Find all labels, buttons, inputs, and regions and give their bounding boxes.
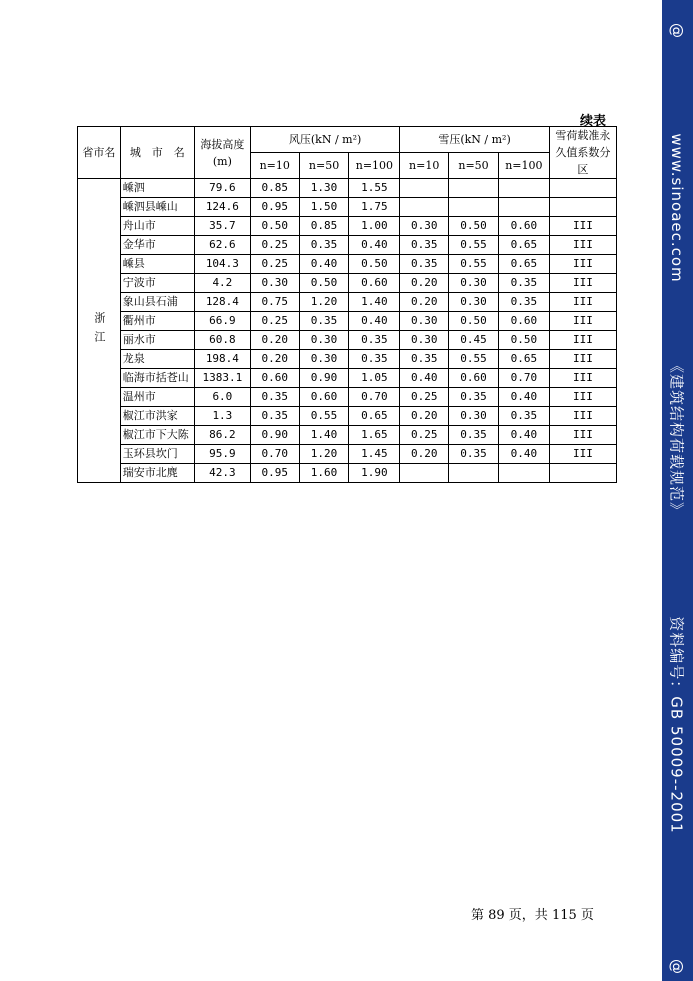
page-footer: 第 89 页，共 115 页: [471, 908, 594, 923]
value-cell-w50: 1.30: [299, 179, 349, 198]
value-cell-s100: [498, 179, 549, 198]
header-snow-n10: n=10: [400, 153, 449, 179]
value-cell-s50: 0.35: [449, 426, 499, 445]
value-cell-alt: 1383.1: [194, 369, 250, 388]
value-cell-alt: 62.6: [194, 236, 250, 255]
value-cell-w50: 0.30: [299, 331, 349, 350]
value-cell-s10: [400, 179, 449, 198]
value-cell-w100: 1.90: [349, 464, 400, 483]
header-zone: 雪荷载准永久值系数分区: [549, 127, 616, 179]
city-cell: 宁波市: [120, 274, 194, 293]
value-cell-w10: 0.20: [250, 331, 299, 350]
value-cell-s50: 0.50: [449, 217, 499, 236]
city-cell: 椒江市洪家: [120, 407, 194, 426]
value-cell-alt: 86.2: [194, 426, 250, 445]
value-cell-s10: 0.20: [400, 293, 449, 312]
zone-cell: III: [549, 217, 616, 236]
table-row: [78, 179, 617, 198]
value-cell-w50: 0.55: [299, 407, 349, 426]
value-cell-w10: 0.30: [250, 274, 299, 293]
value-cell-s50: [449, 198, 499, 217]
value-cell-w100: 1.55: [349, 179, 400, 198]
value-cell-w10: 0.25: [250, 236, 299, 255]
header-wind-n50: n=50: [299, 153, 349, 179]
value-cell-s10: 0.30: [400, 331, 449, 350]
value-cell-s50: 0.45: [449, 331, 499, 350]
zone-cell: III: [549, 274, 616, 293]
value-cell-w10: 0.25: [250, 255, 299, 274]
value-cell-s10: 0.30: [400, 312, 449, 331]
value-cell-s10: 0.35: [400, 236, 449, 255]
table-body: [78, 179, 617, 483]
value-cell-w10: 0.85: [250, 179, 299, 198]
value-cell-s100: [498, 464, 549, 483]
value-cell-s10: 0.20: [400, 445, 449, 464]
value-cell-w10: 0.35: [250, 407, 299, 426]
value-cell-s50: 0.60: [449, 369, 499, 388]
value-cell-s50: 0.35: [449, 445, 499, 464]
value-cell-s50: 0.30: [449, 293, 499, 312]
value-cell-s10: 0.35: [400, 255, 449, 274]
value-cell-s50: 0.50: [449, 312, 499, 331]
value-cell-s100: 0.40: [498, 388, 549, 407]
city-cell: 临海市括苍山: [120, 369, 194, 388]
table-row: [78, 350, 617, 369]
city-cell: 椒江市下大陈: [120, 426, 194, 445]
value-cell-s10: [400, 464, 449, 483]
city-cell: 玉环县坎门: [120, 445, 194, 464]
header-wind-n100: n=100: [349, 153, 400, 179]
value-cell-w50: 0.35: [299, 236, 349, 255]
value-cell-w50: 0.40: [299, 255, 349, 274]
value-cell-w100: 1.00: [349, 217, 400, 236]
city-cell: 嵊泗: [120, 179, 194, 198]
value-cell-s100: 0.35: [498, 407, 549, 426]
value-cell-s100: 0.50: [498, 331, 549, 350]
city-cell: 金华市: [120, 236, 194, 255]
value-cell-s100: 0.35: [498, 293, 549, 312]
value-cell-w10: 0.95: [250, 464, 299, 483]
value-cell-w100: 0.40: [349, 312, 400, 331]
value-cell-s50: 0.35: [449, 388, 499, 407]
header-province: 省市名: [78, 127, 121, 179]
zone-cell: III: [549, 293, 616, 312]
value-cell-s50: 0.30: [449, 407, 499, 426]
zone-cell: III: [549, 388, 616, 407]
value-cell-alt: 79.6: [194, 179, 250, 198]
value-cell-alt: 1.3: [194, 407, 250, 426]
value-cell-alt: 95.9: [194, 445, 250, 464]
table-row: [78, 198, 617, 217]
value-cell-s100: 0.65: [498, 350, 549, 369]
city-cell: 瑞安市北麂: [120, 464, 194, 483]
value-cell-w100: 0.35: [349, 350, 400, 369]
value-cell-w10: 0.60: [250, 369, 299, 388]
value-cell-alt: 66.9: [194, 312, 250, 331]
value-cell-s10: 0.20: [400, 407, 449, 426]
value-cell-w50: 0.85: [299, 217, 349, 236]
document-code: 资料编号：GB 50009--2001: [667, 616, 686, 834]
header-snow-n50: n=50: [449, 153, 499, 179]
city-cell: 龙泉: [120, 350, 194, 369]
value-cell-alt: 42.3: [194, 464, 250, 483]
value-cell-w50: 0.35: [299, 312, 349, 331]
city-cell: 温州市: [120, 388, 194, 407]
city-cell: 嵊县: [120, 255, 194, 274]
value-cell-w10: 0.35: [250, 388, 299, 407]
at-symbol-bottom: @: [668, 959, 686, 975]
value-cell-w100: 0.70: [349, 388, 400, 407]
value-cell-w100: 1.65: [349, 426, 400, 445]
value-cell-s50: [449, 464, 499, 483]
value-cell-alt: 198.4: [194, 350, 250, 369]
value-cell-w50: 0.50: [299, 274, 349, 293]
value-cell-s10: 0.25: [400, 426, 449, 445]
snow-wind-pressure-table: [77, 126, 617, 483]
header-altitude: 海拔高度(m): [194, 127, 250, 179]
table-row: [78, 236, 617, 255]
value-cell-w50: 1.20: [299, 445, 349, 464]
value-cell-alt: 128.4: [194, 293, 250, 312]
value-cell-s50: [449, 179, 499, 198]
value-cell-s50: 0.55: [449, 255, 499, 274]
side-band: [662, 0, 693, 981]
value-cell-alt: 6.0: [194, 388, 250, 407]
zone-cell: [549, 198, 616, 217]
city-cell: 衢州市: [120, 312, 194, 331]
value-cell-s100: 0.65: [498, 236, 549, 255]
zone-cell: III: [549, 331, 616, 350]
value-cell-alt: 60.8: [194, 331, 250, 350]
zone-cell: III: [549, 236, 616, 255]
value-cell-s100: 0.40: [498, 445, 549, 464]
value-cell-w50: 0.90: [299, 369, 349, 388]
header-wind: 风压(kN / m²): [250, 127, 399, 153]
value-cell-s10: 0.40: [400, 369, 449, 388]
continued-label: 续表: [580, 114, 607, 129]
value-cell-w100: 0.35: [349, 331, 400, 350]
city-cell: 嵊泗县嵊山: [120, 198, 194, 217]
value-cell-s50: 0.55: [449, 350, 499, 369]
value-cell-w50: 1.40: [299, 426, 349, 445]
value-cell-w10: 0.95: [250, 198, 299, 217]
value-cell-alt: 104.3: [194, 255, 250, 274]
value-cell-alt: 4.2: [194, 274, 250, 293]
table-row: [78, 407, 617, 426]
value-cell-w10: 0.75: [250, 293, 299, 312]
table-row: [78, 217, 617, 236]
value-cell-s50: 0.30: [449, 274, 499, 293]
city-cell: 丽水市: [120, 331, 194, 350]
table-row: [78, 369, 617, 388]
value-cell-s10: [400, 198, 449, 217]
value-cell-w100: 1.40: [349, 293, 400, 312]
value-cell-s100: 0.65: [498, 255, 549, 274]
value-cell-w100: 0.60: [349, 274, 400, 293]
zone-cell: [549, 179, 616, 198]
value-cell-w100: 0.40: [349, 236, 400, 255]
value-cell-s50: 0.55: [449, 236, 499, 255]
value-cell-w50: 1.50: [299, 198, 349, 217]
value-cell-w10: 0.70: [250, 445, 299, 464]
header-snow-n100: n=100: [498, 153, 549, 179]
table-row: [78, 388, 617, 407]
value-cell-w10: 0.20: [250, 350, 299, 369]
at-symbol-top: @: [668, 23, 686, 39]
zone-cell: III: [549, 312, 616, 331]
value-cell-w50: 0.30: [299, 350, 349, 369]
value-cell-w100: 0.65: [349, 407, 400, 426]
zone-cell: III: [549, 426, 616, 445]
zone-cell: [549, 464, 616, 483]
table-row: [78, 274, 617, 293]
header-city: 城 市 名: [120, 127, 194, 179]
value-cell-s10: 0.35: [400, 350, 449, 369]
province-cell: 浙江: [78, 179, 121, 483]
value-cell-s10: 0.20: [400, 274, 449, 293]
city-cell: 舟山市: [120, 217, 194, 236]
table-row: [78, 312, 617, 331]
value-cell-w50: 1.20: [299, 293, 349, 312]
zone-cell: III: [549, 407, 616, 426]
value-cell-alt: 124.6: [194, 198, 250, 217]
zone-cell: III: [549, 369, 616, 388]
city-cell: 象山县石浦: [120, 293, 194, 312]
table-row: [78, 445, 617, 464]
value-cell-s100: 0.60: [498, 312, 549, 331]
site-url: www.sinoaec.com: [668, 133, 686, 283]
value-cell-s100: 0.60: [498, 217, 549, 236]
zone-cell: III: [549, 445, 616, 464]
value-cell-w100: 0.50: [349, 255, 400, 274]
header-wind-n10: n=10: [250, 153, 299, 179]
value-cell-w10: 0.50: [250, 217, 299, 236]
value-cell-w50: 1.60: [299, 464, 349, 483]
zone-cell: III: [549, 350, 616, 369]
value-cell-s10: 0.25: [400, 388, 449, 407]
value-cell-w100: 1.75: [349, 198, 400, 217]
value-cell-s100: 0.40: [498, 426, 549, 445]
value-cell-s100: [498, 198, 549, 217]
value-cell-alt: 35.7: [194, 217, 250, 236]
book-title: 《建筑结构荷载规范》: [667, 357, 686, 519]
value-cell-w100: 1.05: [349, 369, 400, 388]
table-row: [78, 464, 617, 483]
value-cell-s100: 0.70: [498, 369, 549, 388]
table-row: [78, 331, 617, 350]
value-cell-w10: 0.90: [250, 426, 299, 445]
value-cell-w100: 1.45: [349, 445, 400, 464]
value-cell-w10: 0.25: [250, 312, 299, 331]
value-cell-w50: 0.60: [299, 388, 349, 407]
table-row: [78, 293, 617, 312]
value-cell-s10: 0.30: [400, 217, 449, 236]
header-snow: 雪压(kN / m²): [400, 127, 549, 153]
table-row: [78, 426, 617, 445]
value-cell-s100: 0.35: [498, 274, 549, 293]
zone-cell: III: [549, 255, 616, 274]
table-row: [78, 255, 617, 274]
